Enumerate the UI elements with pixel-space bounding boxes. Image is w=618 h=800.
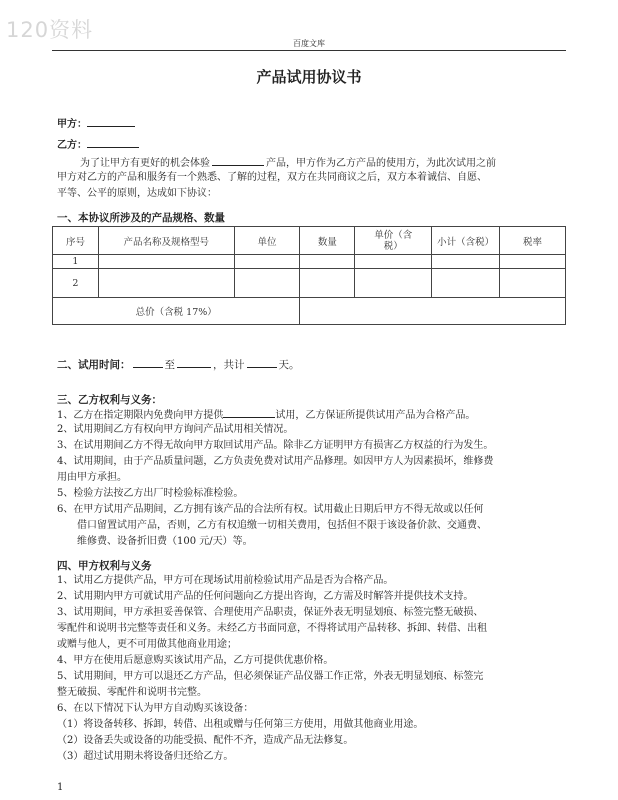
section-3-line-4: 4、试用期间，由于产品质量问题，乙方负责免费对试用产品修理。如因甲方人为因素损坏，维修费 (57, 456, 494, 467)
party-a-blank[interactable] (87, 116, 135, 127)
party-a-label: 甲方： (57, 119, 87, 130)
section-3-line-2: 2、试用期间乙方有权向甲方询问产品试用相关情况。 (57, 424, 294, 435)
intro-line-3: 平等、公平的原则，达成如下协议： (57, 188, 217, 199)
row-number: 2 (53, 269, 99, 298)
line-text: 1、乙方在指定期限内免费向甲方提供 (57, 410, 224, 421)
row-number: 1 (53, 255, 99, 269)
section-2-title: 二、试用时间： (57, 359, 131, 371)
table-header-row (53, 227, 566, 255)
to-label: 至 (164, 359, 175, 371)
table-cell[interactable] (500, 255, 566, 269)
section-3-line-3: 3、在试用期间乙方不得无故向甲方取回试用产品。除非乙方证明甲方有损害乙方权益的行为发生。 (57, 440, 494, 451)
end-date-blank[interactable] (177, 357, 211, 368)
header-cell: 产品名称及规格型号 (98, 227, 234, 255)
section-4-line-4: 零配件和说明书完整等责任和义务。未经乙方书面同意，不得将试用产品转移、拆卸、转借、出租 (57, 623, 487, 634)
days-blank[interactable] (247, 357, 277, 368)
section-3-line-1 (57, 407, 475, 423)
page-header: 百度文库 (293, 39, 325, 48)
party-b-row (57, 137, 139, 153)
section-4-line-9: 6、在以下情况下认为甲方自动购买该设备： (57, 703, 254, 714)
table-row (53, 255, 566, 269)
days-label: 天。 (278, 359, 300, 371)
page-number: 1 (57, 782, 64, 793)
section-3-line-7: 6、在甲方试用产品期间，乙方拥有该产品的合法所有权。试用截止日期后甲方不得无故或以任何 (57, 504, 484, 515)
total-value-cell[interactable] (300, 298, 566, 325)
section-1-title: 一、本协议所涉及的产品规格、数量 (57, 212, 225, 224)
table-row (53, 269, 566, 298)
header-cell: 序号 (53, 227, 99, 255)
header-cell: 单位 (234, 227, 300, 255)
trial-period-blank[interactable] (223, 407, 275, 418)
intro-text-1b: 产品，甲方作为乙方产品的使用方，为此次试用之前 (266, 158, 496, 169)
section-3-line-9: 维修费、设备折旧费（100 元/天）等。 (77, 536, 253, 547)
party-b-blank[interactable] (87, 137, 139, 148)
party-a-row (57, 116, 135, 132)
section-3-title: 三、乙方权利与义务： (57, 394, 162, 406)
section-4-line-3: 3、试用期间，甲方承担妥善保管、合理使用产品职责，保证外表无明显划痕、标签完整无破损、 (57, 607, 484, 618)
table-cell[interactable] (432, 255, 500, 269)
document-title: 产品试用协议书 (256, 68, 362, 86)
section-4-line-5: 或赠与他人，更不可用做其他商业用途； (57, 639, 237, 650)
trial-product-blank[interactable] (212, 155, 264, 166)
section-4-line-7: 5、试用期间，甲方可以退还乙方产品，但必须保证产品仪器工作正常，外表无明显划痕、标签完 (57, 671, 484, 682)
section-2-row (57, 357, 300, 372)
table-cell[interactable] (234, 269, 300, 298)
section-3-line-6: 5、检验方法按乙方出厂时检验标准检验。 (57, 488, 244, 499)
header-cell: 小计（含税） (432, 227, 500, 255)
intro-text-1a: 为了让甲方有更好的机会体验 (80, 158, 210, 169)
header-divider (52, 50, 566, 51)
party-b-label: 乙方： (57, 140, 87, 151)
total-label: 总价（含税 17%） (53, 298, 300, 325)
total-label-text: ，共计 (213, 359, 245, 371)
watermark: 120资料 (6, 18, 94, 42)
intro-line-1 (80, 155, 496, 171)
section-4-line-10: （1）将设备转移、拆卸，转借、出租或赠与任何第三方使用，用做其他商业用途。 (57, 719, 424, 730)
table-cell[interactable] (234, 255, 300, 269)
header-cell: 数量 (300, 227, 355, 255)
section-4-line-2: 2、试用期内甲方可就试用产品的任何问题向乙方提出咨询，乙方需及时解答并提供技术支持。 (57, 591, 474, 602)
product-spec-table (52, 226, 566, 325)
line-text: 试用，乙方保证所提供试用产品为合格产品。 (275, 410, 476, 421)
table-cell[interactable] (300, 255, 355, 269)
section-4-title: 四、甲方权利与义务 (57, 560, 152, 572)
table-cell[interactable] (98, 255, 234, 269)
section-4-line-6: 4、甲方在使用后愿意购买该试用产品，乙方可提供优惠价格。 (57, 655, 334, 666)
header-cell: 税率 (500, 227, 566, 255)
section-4-line-8: 整无破损、零配件和说明书完整。 (57, 687, 207, 698)
start-date-blank[interactable] (133, 357, 163, 368)
section-4-line-1: 1、试用乙方提供产品，甲方可在现场试用前检验试用产品是否为合格产品。 (57, 575, 394, 586)
table-total-row (53, 298, 566, 325)
table-cell[interactable] (355, 269, 432, 298)
section-4-line-12: （3）超过试用期未将设备归还给乙方。 (57, 751, 234, 762)
section-4-line-11: （2）设备丢失或设备的功能受损、配件不齐，造成产品无法修复。 (57, 735, 354, 746)
section-3-line-8: 借口留置试用产品，否则，乙方有权追缴一切相关费用，包括但不限于该设备价款、交通费、 (77, 520, 487, 531)
table-cell[interactable] (500, 269, 566, 298)
table-cell[interactable] (432, 269, 500, 298)
table-cell[interactable] (98, 269, 234, 298)
table-cell[interactable] (355, 255, 432, 269)
section-3-line-5: 用由甲方承担。 (57, 472, 127, 483)
header-cell: 单价（含 税） (355, 227, 432, 255)
intro-line-2: 甲方对乙方的产品和服务有一个熟悉、了解的过程，双方在共同商议之后，双方本着诚信、自愿、 (57, 172, 487, 183)
table-cell[interactable] (300, 269, 355, 298)
